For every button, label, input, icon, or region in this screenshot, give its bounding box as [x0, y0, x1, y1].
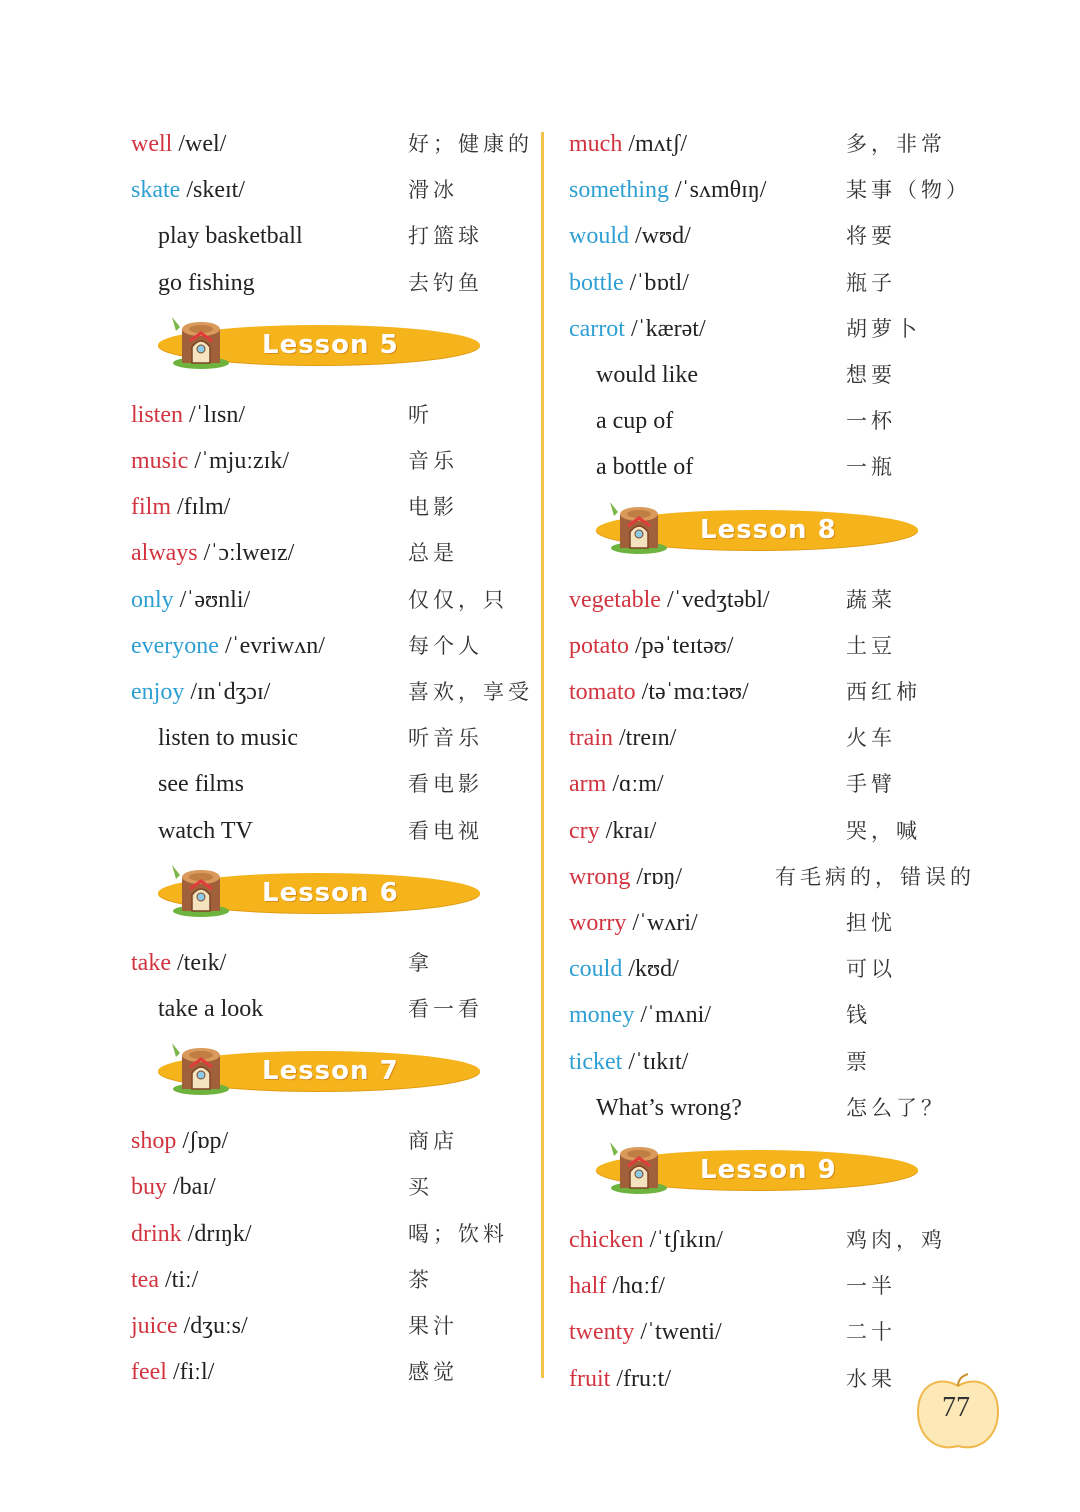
- vocab-entry: [131, 441, 289, 481]
- vocab-phonetic: /ˈəʊnli/: [173, 586, 251, 613]
- chinese-meaning: 胡萝卜: [846, 316, 921, 341]
- vocab-entry: [569, 263, 689, 303]
- vocab-entry: [131, 1260, 198, 1300]
- chinese-meaning: 滑冰: [408, 178, 458, 203]
- vocab-phonetic: /ɑːm/: [606, 771, 664, 798]
- chinese-meaning: 仅仅，只: [408, 587, 508, 612]
- vocab-entry: [569, 995, 711, 1035]
- chinese-meaning: 感觉: [408, 1360, 458, 1385]
- vocab-entry: [569, 580, 770, 620]
- vocab-word: fruit: [569, 1365, 611, 1392]
- vocab-phonetic: /ˈvedʒtəbl/: [660, 586, 770, 613]
- vocab-word: worry: [569, 910, 627, 936]
- chinese-meaning: 拿: [408, 950, 433, 975]
- vocab-phonetic: /ˈevriwʌn/: [218, 632, 325, 659]
- lesson-banner: [158, 867, 488, 923]
- phrase-entry: What’s wrong?: [596, 1094, 742, 1121]
- chinese-meaning: 总是: [408, 541, 458, 566]
- vocab-word: would: [569, 223, 629, 250]
- vocab-word: cry: [569, 817, 600, 844]
- vocab-entry: [569, 309, 706, 349]
- chinese-meaning: 票: [846, 1049, 871, 1074]
- vocab-phonetic: /ˈsʌmθɪŋ/: [669, 177, 767, 204]
- vocab-word: film: [131, 494, 171, 521]
- tree-stump-house-icon: [170, 861, 232, 919]
- vocab-phonetic: /skeɪt/: [180, 177, 245, 204]
- phrase-entry: play basketball: [158, 223, 303, 250]
- vocab-entry: [131, 1306, 248, 1346]
- vocab-word: music: [131, 448, 189, 474]
- chinese-meaning: 看一看: [408, 997, 483, 1021]
- tree-stump-house-icon: [170, 1039, 232, 1097]
- lesson-banner-label: Lesson 9: [700, 1155, 837, 1185]
- chinese-meaning: 音乐: [408, 449, 458, 473]
- vocab-word: shop: [131, 1128, 177, 1155]
- chinese-meaning: 看电视: [408, 818, 483, 843]
- vocab-word: potato: [569, 632, 629, 659]
- lesson-banner-label: Lesson 7: [262, 1056, 399, 1087]
- phrase-entry: listen to music: [158, 725, 298, 752]
- vocab-phonetic: /ˈɔːlweɪz/: [197, 540, 295, 567]
- column-divider: [541, 132, 544, 1378]
- vocab-entry: [131, 533, 294, 573]
- vocab-entry: [131, 487, 230, 527]
- chinese-meaning: 电影: [408, 495, 458, 520]
- vocab-phonetic: /teɪk/: [170, 949, 227, 976]
- chinese-meaning: 西红柿: [846, 680, 921, 704]
- vocab-phonetic: /wel/: [172, 131, 227, 157]
- chinese-meaning: 蔬菜: [846, 587, 896, 612]
- vocab-entry: [569, 949, 679, 989]
- vocab-entry: [569, 1220, 723, 1260]
- vocab-word: something: [569, 177, 669, 204]
- vocab-phonetic: /fɪlm/: [171, 494, 231, 521]
- chinese-meaning: 水果: [846, 1366, 896, 1391]
- vocab-phonetic: /mʌtʃ/: [622, 131, 687, 157]
- vocab-entry: [131, 626, 325, 666]
- lesson-banner: [158, 1045, 488, 1101]
- chinese-meaning: 二十: [846, 1320, 896, 1345]
- vocab-word: ticket: [569, 1048, 623, 1075]
- vocab-entry: [131, 170, 245, 210]
- vocab-phonetic: /drɪŋk/: [181, 1220, 252, 1247]
- vocab-entry: [131, 1214, 252, 1254]
- chinese-meaning: 土豆: [846, 633, 896, 658]
- vocab-word: only: [131, 586, 174, 613]
- vocab-word: money: [569, 1002, 635, 1029]
- chinese-meaning: 可以: [846, 957, 896, 982]
- tree-stump-house-icon: [608, 498, 670, 556]
- vocab-phonetic: /pəˈteɪtəʊ/: [629, 632, 734, 659]
- lesson-banner-label: Lesson 8: [700, 514, 837, 545]
- phrase-entry: a bottle of: [596, 454, 694, 481]
- vocab-phonetic: /ˈbɒtl/: [623, 269, 689, 296]
- vocab-phonetic: /ˈmʌni/: [634, 1002, 711, 1029]
- chinese-meaning: 果汁: [408, 1314, 458, 1338]
- vocab-entry: [131, 580, 250, 620]
- chinese-meaning: 火车: [846, 726, 896, 751]
- vocab-entry: [569, 903, 698, 943]
- chinese-meaning: 一瓶: [846, 455, 896, 480]
- vocab-word: enjoy: [131, 679, 185, 705]
- vocab-word: everyone: [131, 632, 219, 659]
- chinese-meaning: 钱: [846, 1003, 871, 1028]
- chinese-meaning: 想要: [846, 363, 896, 387]
- phrase-entry: take a look: [158, 996, 264, 1022]
- vocab-word: take: [131, 949, 171, 976]
- vocab-phonetic: /kʊd/: [622, 956, 679, 983]
- chinese-meaning: 担忧: [846, 911, 896, 935]
- chinese-meaning: 多，非常: [846, 132, 946, 156]
- vocab-entry: [569, 672, 749, 712]
- vocab-entry: [131, 124, 226, 164]
- vocab-entry: [569, 1312, 722, 1352]
- vocab-word: drink: [131, 1220, 182, 1247]
- tree-stump-house-icon: [608, 1138, 670, 1196]
- chinese-meaning: 看电影: [408, 772, 483, 797]
- vocab-phonetic: /ˈtwenti/: [634, 1319, 722, 1346]
- vocab-word: twenty: [569, 1319, 635, 1346]
- phrase-entry: go fishing: [158, 269, 255, 296]
- vocab-word: tomato: [569, 679, 636, 705]
- chinese-meaning: 喜欢，享受: [408, 680, 533, 704]
- page-number-badge: [912, 1372, 1004, 1456]
- chinese-meaning: 听: [408, 402, 433, 427]
- vocab-word: half: [569, 1273, 607, 1300]
- chinese-meaning: 去钓鱼: [408, 270, 483, 295]
- vocab-word: feel: [131, 1359, 167, 1386]
- vocab-phonetic: /ˈtʃɪkɪn/: [643, 1227, 723, 1253]
- vocab-word: arm: [569, 771, 607, 798]
- vocab-word: wrong: [569, 863, 631, 890]
- vocab-word: listen: [131, 401, 183, 428]
- vocab-phonetic: /dʒuːs/: [177, 1313, 248, 1339]
- vocab-entry: [569, 764, 664, 804]
- vocab-phonetic: /fruːt/: [610, 1365, 671, 1392]
- vocab-word: well: [131, 131, 173, 157]
- lesson-banner-label: Lesson 6: [262, 877, 399, 908]
- vocab-word: train: [569, 725, 613, 752]
- phrase-entry: watch TV: [158, 817, 253, 844]
- vocab-entry: [569, 857, 682, 897]
- vocab-phonetic: /treɪn/: [612, 725, 677, 752]
- vocab-word: much: [569, 131, 623, 157]
- vocab-word: could: [569, 956, 623, 983]
- chinese-meaning: 怎么了？: [846, 1095, 946, 1120]
- vocab-entry: [569, 626, 733, 666]
- vocab-phonetic: /ɪnˈdʒɔɪ/: [184, 679, 271, 705]
- vocab-word: bottle: [569, 269, 624, 296]
- chinese-meaning: 商店: [408, 1129, 458, 1154]
- chinese-meaning: 一杯: [846, 409, 896, 434]
- vocab-entry: [569, 811, 656, 851]
- vocab-phonetic: /kraɪ/: [599, 817, 657, 844]
- tree-stump-house-icon: [170, 313, 232, 371]
- chinese-meaning: 瓶子: [846, 270, 896, 295]
- chinese-meaning: 好；健康的: [408, 132, 533, 156]
- page-number: 77: [942, 1392, 970, 1423]
- chinese-meaning: 某事（物）: [846, 178, 971, 203]
- chinese-meaning: 每个人: [408, 633, 483, 658]
- lesson-banner: [596, 504, 926, 560]
- vocab-phonetic: /tiː/: [158, 1266, 199, 1293]
- vocab-word: vegetable: [569, 586, 661, 613]
- chinese-meaning: 手臂: [846, 772, 896, 797]
- lesson-banner-label: Lesson 5: [262, 329, 399, 360]
- vocab-entry: [569, 1359, 671, 1399]
- chinese-meaning: 哭，喊: [846, 818, 921, 843]
- vocab-entry: [569, 1042, 688, 1082]
- vocab-entry: [131, 1121, 228, 1161]
- vocab-phonetic: /ˈkærət/: [624, 315, 706, 342]
- vocab-phonetic: /ʃɒp/: [176, 1128, 229, 1155]
- phrase-entry: see films: [158, 771, 244, 798]
- vocab-word: tea: [131, 1266, 159, 1293]
- vocab-entry: [569, 170, 766, 210]
- vocab-word: juice: [131, 1313, 178, 1339]
- vocab-word: carrot: [569, 315, 625, 342]
- vocab-phonetic: /hɑːf/: [606, 1273, 665, 1300]
- vocab-phonetic: /baɪ/: [167, 1174, 216, 1201]
- vocab-phonetic: /rɒŋ/: [630, 863, 683, 890]
- phrase-entry: would like: [596, 362, 698, 388]
- chinese-meaning: 将要: [846, 224, 896, 249]
- chinese-meaning: 鸡肉，鸡: [846, 1228, 946, 1252]
- vocab-word: always: [131, 540, 198, 567]
- chinese-meaning: 买: [408, 1175, 433, 1200]
- vocab-word: buy: [131, 1174, 167, 1201]
- vocab-entry: [569, 216, 691, 256]
- vocab-entry: [131, 395, 245, 435]
- vocab-phonetic: /ˈtɪkɪt/: [622, 1048, 689, 1075]
- vocab-word: skate: [131, 177, 181, 204]
- vocab-entry: [569, 124, 687, 164]
- vocab-entry: [569, 1266, 665, 1306]
- vocab-phonetic: /təˈmɑːtəʊ/: [635, 679, 749, 705]
- vocab-phonetic: /wʊd/: [629, 223, 691, 250]
- chinese-meaning: 听音乐: [408, 726, 483, 751]
- lesson-banner: [158, 319, 488, 375]
- vocab-phonetic: /ˈlɪsn/: [183, 401, 246, 428]
- vocab-word: chicken: [569, 1227, 644, 1253]
- chinese-meaning: 有毛病的，错误的: [775, 864, 975, 889]
- vocab-entry: [131, 1167, 216, 1207]
- vocab-entry: [131, 672, 270, 712]
- vocab-phonetic: /ˈmjuːzɪk/: [188, 448, 289, 474]
- vocab-phonetic: /fiːl/: [166, 1359, 215, 1386]
- chinese-meaning: 一半: [846, 1274, 896, 1299]
- vocab-phonetic: /ˈwʌri/: [626, 910, 698, 936]
- phrase-entry: a cup of: [596, 408, 674, 435]
- lesson-banner: [596, 1144, 926, 1200]
- chinese-meaning: 喝；饮料: [408, 1221, 508, 1246]
- vocab-entry: [569, 718, 676, 758]
- chinese-meaning: 茶: [408, 1267, 433, 1292]
- chinese-meaning: 打篮球: [408, 224, 483, 249]
- vocab-entry: [131, 1352, 214, 1392]
- vocab-entry: [131, 943, 226, 983]
